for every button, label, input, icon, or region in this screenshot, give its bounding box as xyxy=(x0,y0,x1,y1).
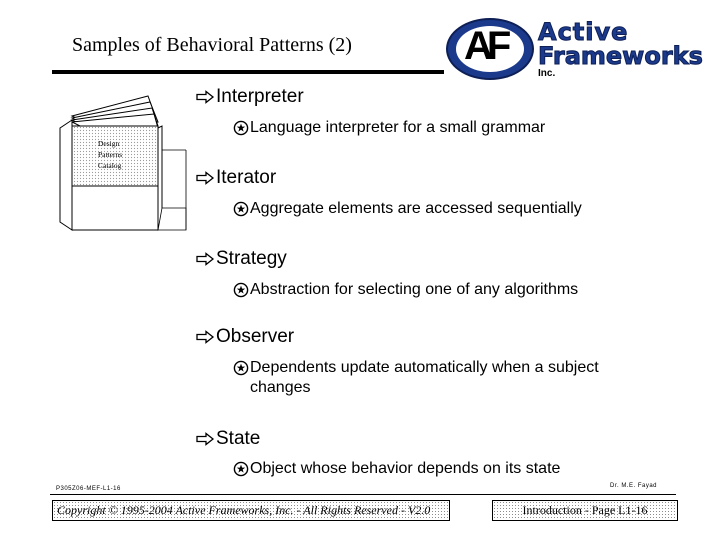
pattern-description-interpreter xyxy=(232,119,545,137)
circled-star-icon xyxy=(232,120,250,136)
pattern-name: Iterator xyxy=(216,167,277,188)
pattern-name: State xyxy=(216,428,261,449)
circled-star-icon xyxy=(232,461,250,477)
outline-arrow-icon xyxy=(196,90,216,104)
logo-mark: AF xyxy=(464,24,506,68)
author-credit: Dr. M.E. Fayad xyxy=(610,483,658,489)
book-label-line2: Patterns xyxy=(98,150,123,159)
logo-text-inc: Inc. xyxy=(538,68,556,79)
pattern-description: Object whose behavior depends on its state xyxy=(250,460,561,477)
pattern-description: Aggregate elements are accessed sequentially xyxy=(250,200,582,217)
outline-arrow-icon xyxy=(196,330,216,344)
pattern-item-strategy xyxy=(196,248,287,270)
pattern-description-state xyxy=(232,460,560,478)
logo-text-active: Active xyxy=(538,18,629,46)
circled-star-icon xyxy=(232,201,250,217)
slide-title: Samples of Behavioral Patterns (2) xyxy=(72,34,352,56)
title-underline xyxy=(52,70,444,74)
circled-star-icon xyxy=(232,360,250,376)
outline-arrow-icon xyxy=(196,171,216,185)
pattern-name: Interpreter xyxy=(216,86,304,107)
pattern-item-iterator xyxy=(196,167,276,189)
pattern-item-interpreter xyxy=(196,86,304,108)
outline-arrow-icon xyxy=(196,432,216,446)
circled-star-icon xyxy=(232,282,250,298)
design-patterns-book-image xyxy=(58,90,188,235)
book-label-line1: Design xyxy=(98,139,120,148)
pattern-description: Dependents update automatically when a subject xyxy=(250,359,599,376)
pattern-description: Abstraction for selecting one of any algorithms xyxy=(250,281,579,298)
outline-arrow-icon xyxy=(196,252,216,266)
pattern-name: Observer xyxy=(216,326,295,347)
pattern-description-observer xyxy=(232,359,599,377)
pattern-description-observer-cont: changes xyxy=(250,379,311,396)
pattern-item-state xyxy=(196,428,260,450)
pattern-item-observer xyxy=(196,326,294,348)
active-frameworks-logo xyxy=(446,18,703,80)
page-number: Introduction - Page L1-16 xyxy=(492,500,678,521)
pattern-description-iterator xyxy=(232,200,582,218)
pattern-name: Strategy xyxy=(216,248,287,269)
slide-id-code: P305Z06-MEF-L1-16 xyxy=(56,486,121,492)
logo-text-frameworks: Frameworks xyxy=(538,42,703,70)
copyright-notice: Copyright © 1995-2004 Active Frameworks, Inc. - All Rights Reserved - V2.0 xyxy=(52,500,450,521)
footer-divider xyxy=(50,494,676,495)
pattern-description: Language interpreter for a small grammar xyxy=(250,119,546,136)
book-label-line3: Catalog xyxy=(98,161,122,170)
pattern-description-strategy xyxy=(232,281,578,299)
